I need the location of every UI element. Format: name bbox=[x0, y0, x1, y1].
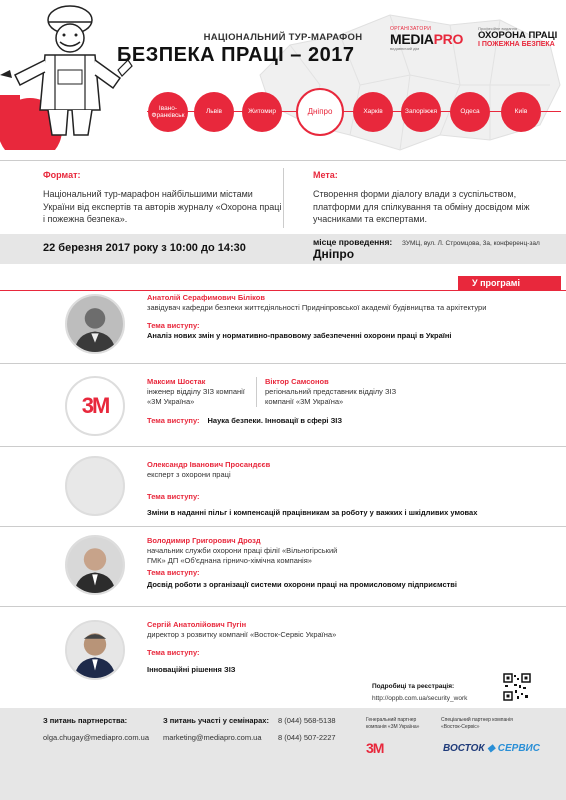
goal-label: Мета: bbox=[313, 170, 338, 180]
venue-city: Дніпро bbox=[313, 247, 355, 261]
speaker-separator bbox=[60, 606, 566, 607]
speaker-b bbox=[257, 377, 407, 407]
timeline-tick bbox=[0, 446, 60, 447]
speaker-role: завідувач кафедри безпеки життєдіяльності Придніпровської академії будівництва та архітектури bbox=[147, 303, 487, 312]
speaker-photo bbox=[65, 620, 125, 680]
speaker-name: Анатолій Серафимович Біліков bbox=[147, 293, 266, 302]
timeline-tick bbox=[0, 526, 60, 527]
speaker-name: Олександр Іванович Просандєєв bbox=[147, 460, 271, 469]
timeline-tick bbox=[0, 363, 60, 364]
logo-3m: 3M bbox=[366, 740, 384, 756]
organizer-subtitle: видавничий дім bbox=[390, 46, 420, 51]
speaker-role: експерт з охорони праці bbox=[147, 470, 231, 479]
company-logo-3m bbox=[65, 376, 125, 436]
speaker-name: Максим Шостак bbox=[147, 377, 206, 386]
speaker-role: інженер відділу ЗІЗ компанії «3М Україна» bbox=[147, 387, 245, 406]
topic-text: Досвід роботи з організації системи охорони праці на промисловому підприємстві bbox=[147, 580, 457, 589]
seminars-email[interactable]: marketing@mediapro.com.ua bbox=[163, 733, 262, 742]
format-label: Формат: bbox=[43, 170, 81, 180]
partnership-label: З питань партнерства: bbox=[43, 716, 128, 725]
worker-mascot-illustration bbox=[0, 0, 135, 150]
program-line bbox=[0, 290, 566, 291]
magazine-label: Професійне видання bbox=[478, 26, 518, 31]
event-date: 22 березня 2017 року з 10:00 до 14:30 bbox=[43, 242, 246, 254]
speaker-photo bbox=[65, 535, 125, 595]
logo-vostok-service: ВОСТОК ◆ СЕРВИС bbox=[443, 743, 540, 754]
topic-label: Тема виступу: bbox=[147, 492, 200, 501]
city-stop: Харків bbox=[353, 92, 393, 132]
timeline-tick bbox=[0, 606, 60, 607]
speaker-content bbox=[147, 377, 557, 426]
city-stop: Житомир bbox=[242, 92, 282, 132]
speaker-content bbox=[147, 620, 557, 675]
format-column bbox=[43, 170, 283, 226]
speaker-content bbox=[147, 536, 557, 590]
topic-text: Інноваційні рішення ЗІЗ bbox=[147, 665, 236, 674]
city-stop: Запоріжжя bbox=[401, 92, 441, 132]
speaker-content bbox=[147, 460, 557, 518]
topic-label: Тема виступу: bbox=[147, 568, 200, 577]
speaker-name: Сергій Анатолійович Пугін bbox=[147, 620, 247, 629]
registration-url[interactable]: http://oppb.com.ua/security_work bbox=[372, 695, 468, 702]
speaker-a bbox=[147, 377, 257, 407]
speaker-photo bbox=[65, 294, 125, 354]
program-tab: У програмі bbox=[458, 276, 561, 291]
goal-text: Створення форми діалогу влади з суспільством, платформи для спілкування та обміну досвідом між учасниками та експертами. bbox=[313, 189, 530, 224]
magazine-name-line2: І ПОЖЕЖНА БЕЗПЕКА bbox=[478, 41, 555, 48]
speaker-role: директор з розвитку компанії «Восток-Сервіс Україна» bbox=[147, 630, 337, 639]
phone-2: 8 (044) 507-2227 bbox=[278, 733, 336, 742]
speaker-role: регіональний представник відділу ЗІЗ компанії «3М Україна» bbox=[265, 387, 397, 406]
city-stop: Львів bbox=[194, 92, 234, 132]
format-text: Національний тур-марафон найбільшими містами України від експертів та авторів журналу «Охорона праці і пожежна безпека». bbox=[43, 189, 282, 224]
city-stop: Київ bbox=[501, 92, 541, 132]
event-header bbox=[0, 0, 566, 160]
event-title: БЕЗПЕКА ПРАЦІ – 2017 bbox=[117, 44, 355, 66]
speaker-separator bbox=[60, 446, 566, 447]
special-partner-label: Спеціальний партнер компанія «Восток-Сервіс» bbox=[441, 717, 513, 730]
topic-label: Тема виступу: bbox=[147, 321, 200, 330]
section-divider bbox=[283, 168, 284, 228]
organizer-name: MEDIAPRO bbox=[390, 31, 464, 47]
seminars-label: З питань участі у семінарах: bbox=[163, 716, 269, 725]
speakers-pair bbox=[147, 377, 557, 407]
format-goal-section bbox=[0, 160, 566, 234]
city-stop: Дніпро bbox=[296, 88, 344, 136]
magazine-logo bbox=[478, 26, 564, 49]
qr-code-icon[interactable] bbox=[503, 673, 531, 701]
venue-address: ЗУМЦ, вул. Л. Стромцова, 3а, конференц-зал bbox=[402, 240, 540, 247]
topic-label: Тема виступу: bbox=[147, 416, 200, 425]
venue-label: місце проведення: bbox=[313, 237, 393, 247]
magazine-name-line1: ОХОРОНА ПРАЦІ bbox=[478, 30, 558, 41]
speaker-content bbox=[147, 293, 557, 341]
logo-3m-text: 3M bbox=[81, 393, 109, 418]
speaker-photo-placeholder bbox=[65, 456, 125, 516]
speaker-name: Володимир Григорович Дрозд bbox=[147, 536, 261, 545]
city-stop: Івано-Франківськ bbox=[148, 92, 188, 132]
speaker-role: начальник служби охорони праці філії «Вільногірський ГМК» ДП «Об'єднана гірничо-хімічна компанія» bbox=[147, 546, 338, 565]
registration-label: Подробиці та реєстрація: bbox=[372, 683, 455, 690]
organizer-label: ОРГАНІЗАТОРИ bbox=[390, 26, 432, 32]
speaker-name: Віктор Самсонов bbox=[265, 377, 329, 386]
event-subtitle: НАЦІОНАЛЬНИЙ ТУР-МАРАФОН bbox=[203, 32, 363, 43]
partnership-email[interactable]: olga.chugay@mediapro.com.ua bbox=[43, 733, 150, 742]
speaker-separator bbox=[60, 363, 566, 364]
phone-1: 8 (044) 568-5138 bbox=[278, 716, 336, 725]
topic-label: Тема виступу: bbox=[147, 648, 200, 657]
topic-text: Наука безпеки. Інновації в сфері ЗІЗ bbox=[207, 416, 343, 425]
speaker-separator bbox=[60, 526, 566, 527]
city-stop: Одеса bbox=[450, 92, 490, 132]
date-venue-bar bbox=[0, 234, 566, 264]
goal-column bbox=[313, 170, 553, 226]
topic-text: Аналіз нових змін у нормативно-правовому забезпеченні охорони праці в Україні bbox=[147, 331, 452, 340]
topic-text: Зміни в наданні пільг і компенсацій працівникам за роботу у важких і шкідливих умовах bbox=[147, 508, 478, 517]
general-partner-label: Генеральний партнер компанія «3М Україна» bbox=[366, 717, 420, 730]
organizer-logo bbox=[390, 26, 470, 51]
topic-row bbox=[147, 416, 557, 426]
